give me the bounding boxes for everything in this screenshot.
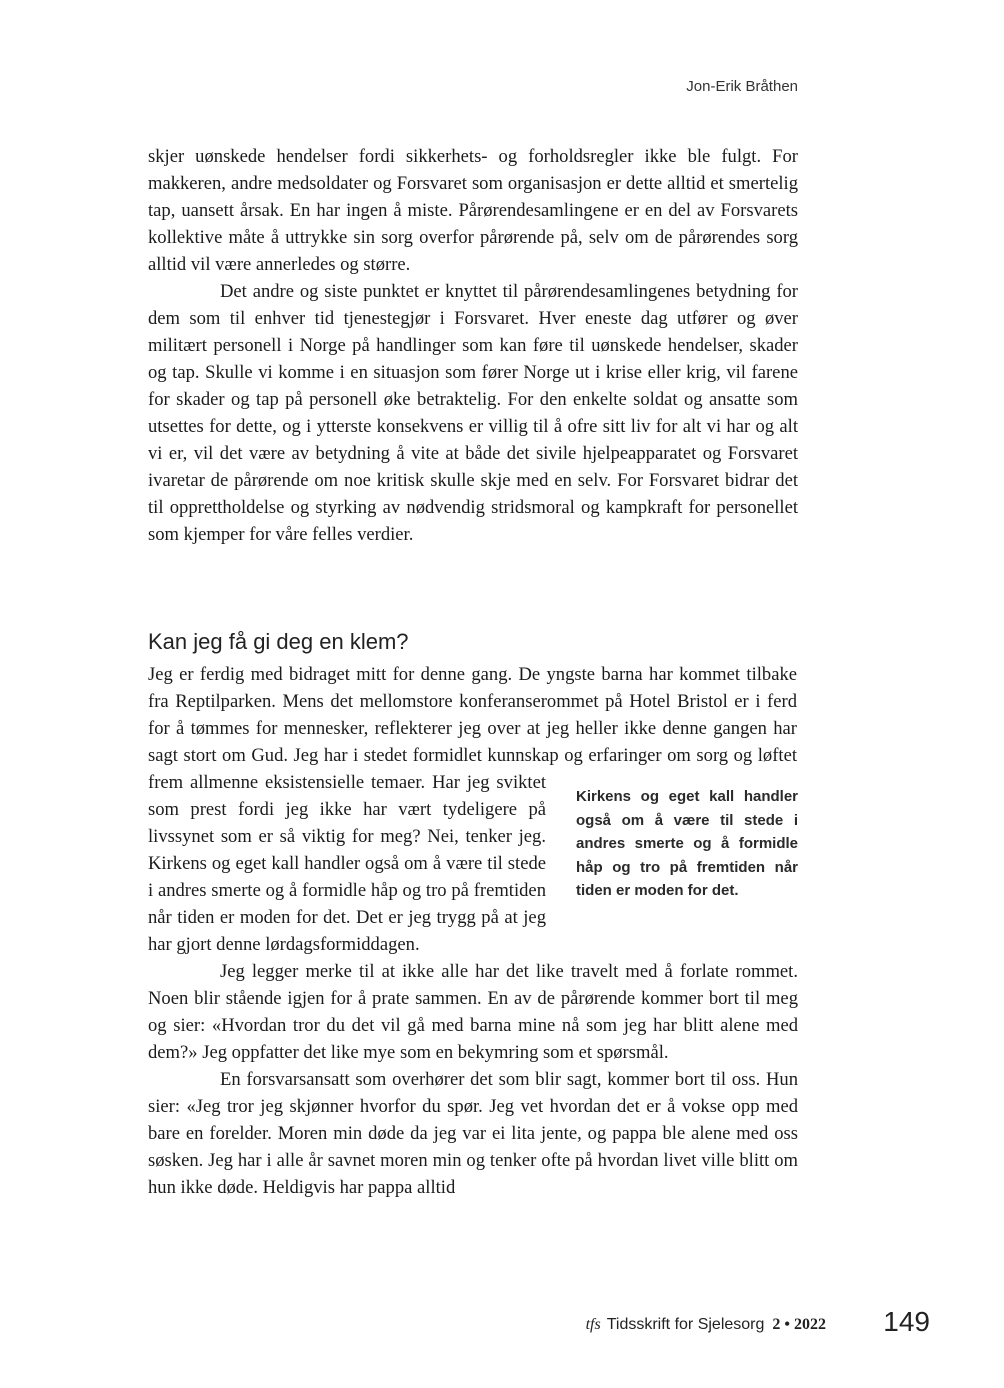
body-text-top [148,143,798,548]
pull-quote-spacer [797,661,798,785]
paragraph: Jeg legger merke til at ikke alle har det like travelt med å forlate rommet. Noen blir stående igjen for å prate sammen. En av de pårørende kommer bort til meg og sier: «Hvordan tror du det vil gå med barna mine nå som jeg har blitt alene med dem?» Jeg oppfatter det like mye som en bekymring som et spørsmål. [148,961,798,1063]
paragraph: Det andre og siste punktet er knyttet til pårørendesamlingenes betydning for dem som til enhver tid tjenestegjør i Forsvaret. Hver eneste dag utfører og øver militært personell i Norge på handlinger som kan føre til uønskede hendelser, skader og tap. Skulle vi komme i en situasjon som fører Norge ut i krise eller krig, vil farene for skader og tap på personell øke betraktelig. For den enkelte soldat og ansatte som utsettes for dette, og i ytterste konsekvens er villig til å ofre sitt liv for alt vi har og alt vi er, vil det være av betydning å vite at både det sivile hjelpeapparatet og Forsvaret ivaretar de pårørende om noe kritisk skulle skje med en selv. For Forsvaret bidrar det til opprettholdelse og styrking av nødvendig stridsmoral og kampkraft for personellet som kjemper for våre felles verdier. [148,281,798,545]
section-heading: Kan jeg få gi deg en klem? [148,629,409,654]
paragraph: skjer uønskede hendelser fordi sikkerhets- og forholdsregler ikke ble fulgt. For makkeren, andre medsoldater og Forsvaret som organisasjon er dette alltid et smertelig tap, uansett årsak. En har ingen å miste. Pårørendesamlingene er en del av Forsvarets kollektive måte å uttrykke sin sorg overfor pårørende på, selv om de pårørendes sorg alltid vil være annerledes og større. [148,146,798,275]
paragraph: En forsvarsansatt som overhører det som blir sagt, kommer bort til oss. Hun sier: «Jeg tror jeg skjønner hvorfor du spør. Jeg vet hvordan det er å vokse opp med bare en forelder. Moren min døde da jeg var ei lita jente, og pappa ble alene med oss søsken. Jeg har i alle år savnet moren min og tenker ofte på hvordan livet ville blitt om hun ikke døde. Heldigvis har pappa alltid [148,1069,798,1198]
journal-issue: 2 • 2022 [772,1316,826,1333]
journal-abbreviation: tfs [585,1316,601,1333]
body-text-section [148,661,798,1201]
paragraph: Jeg er ferdig med bidraget mitt for denne gang. De yngste barna har kommet tilbake fra Reptilparken. Mens det mellomstore konferanserommet på Hotel Bristol er i ferd for å tømmes for mennesker, reflekterer jeg over at jeg heller ikke denne gangen har sagt stort om Gud. Jeg har i stedet formidlet kunnskap og erfaringer om sorg og løftet frem allmenne eksistensielle temaer. Har jeg sviktet som prest fordi jeg ikke har vært tydeligere på livssynet som er så viktig for meg? Nei, tenker jeg. Kirkens og eget kall handler også om å være til stede i andres smerte og å formidle håp og tro på fremtiden når tiden er moden for det. Det er jeg trygg på at jeg har gjort denne lørdagsformiddagen. [148,664,797,955]
journal-name: Tidsskrift for Sjelesorg [606,1316,765,1333]
running-head-author: Jon-Erik Bråthen [686,78,798,95]
page-number: 149 [883,1306,930,1337]
journal-footer [586,1316,826,1334]
pull-quote: Kirkens og eget kall handler også om å være til stede i andres smerte og å formidle håp og tro på fremtiden når tiden er moden for det. [576,788,798,899]
